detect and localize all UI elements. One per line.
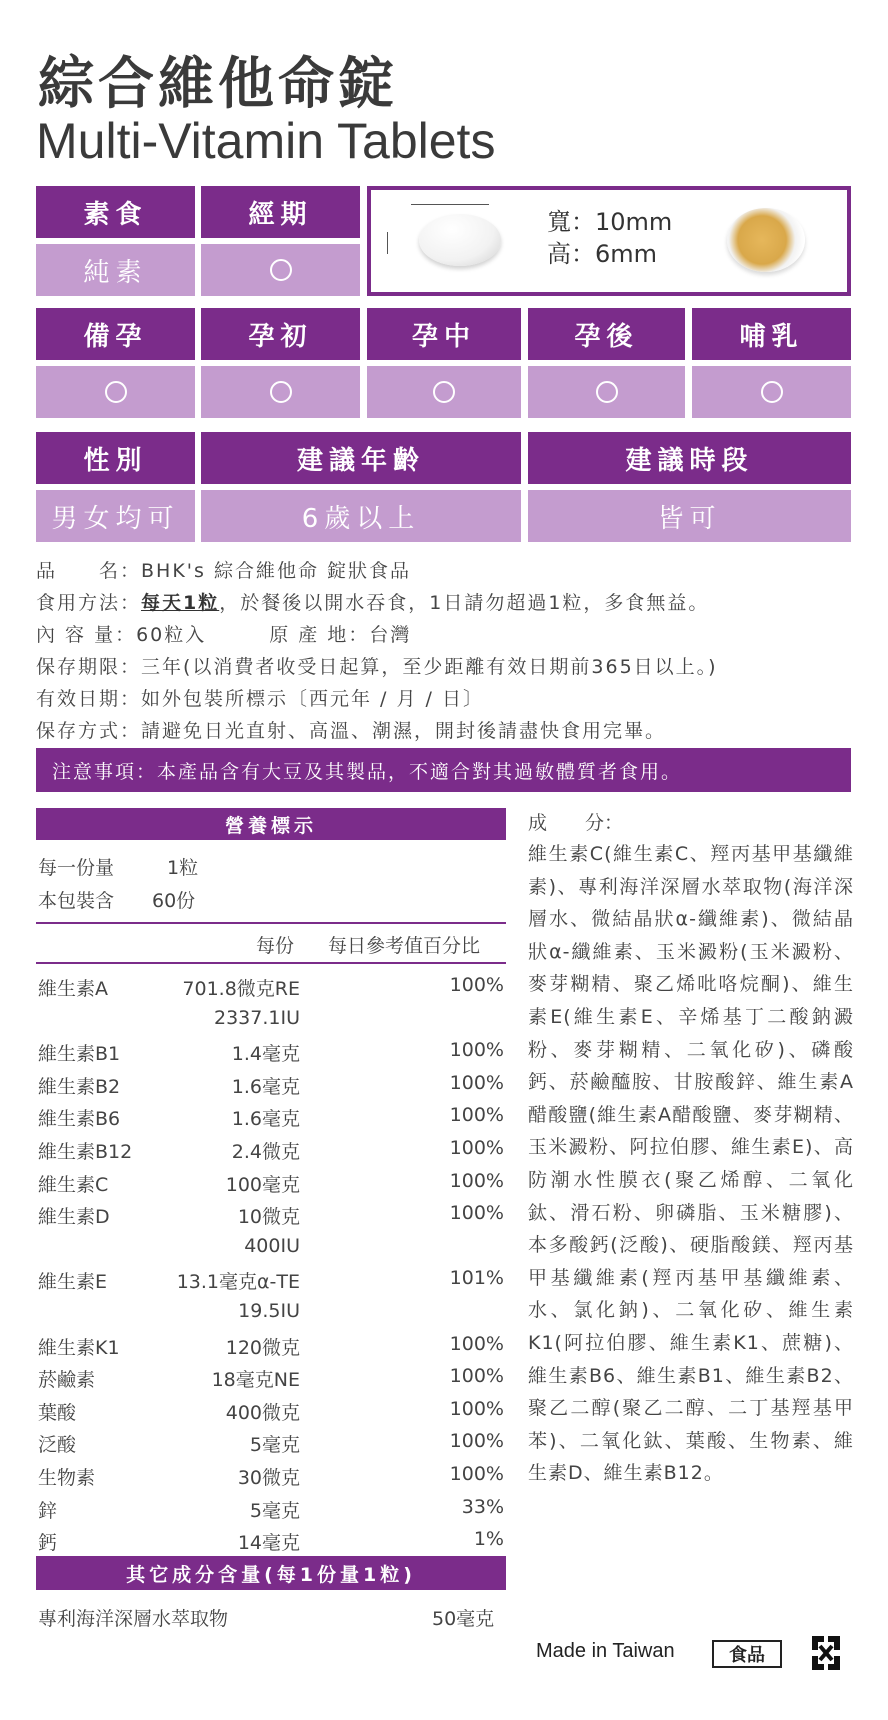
circle-icon <box>433 381 455 403</box>
column-daily-value: 每日參考值百分比 <box>328 935 481 957</box>
usage-dose: 每天1粒 <box>141 592 220 614</box>
circle-icon <box>270 381 292 403</box>
nutrient-daily-value: 100% <box>449 1104 504 1127</box>
nutrient-amount: 100毫克 <box>225 1173 300 1196</box>
early-pregnancy-value <box>201 366 360 418</box>
nutrient-amount: 400IU <box>244 1234 300 1257</box>
nutrient-amount: 701.8微克RE <box>182 978 300 1000</box>
pack-label: 本包裝含 <box>38 890 115 912</box>
nutrient-daily-value: 100% <box>449 1332 504 1355</box>
tablet-size-panel <box>367 186 851 296</box>
nutrient-amount: 1.6毫克 <box>231 1108 300 1131</box>
time-value: 皆可 <box>528 490 851 542</box>
nutrient-name: 生物素 <box>38 1467 96 1489</box>
tablet-image <box>419 214 501 266</box>
product-name: 品 名：BHK's 綜合維他命 錠狀食品 <box>36 560 411 582</box>
nutrient-daily-value: 100% <box>449 1463 504 1485</box>
ingredients-list: 維生素C(維生素C、羥丙基甲基纖維素)、專利海洋深層水萃取物(海洋深層水、微結晶狀α-纖維素)、微結晶狀α-纖維素、玉米澱粉(玉米澱粉、麥芽糊精、聚乙烯吡咯烷酮)、維生素E(維生素E、辛烯基丁二酸鈉澱粉、麥芽糊精、二氧化矽)、磷酸鈣、菸鹼醯胺、甘胺酸鋅、維生素A醋酸鹽(維生素A醋酸鹽、麥芽糊精、玉米澱粉、阿拉伯膠、維生素E)、高防潮水性膜衣(聚乙烯醇、二氧化鈦、滑石粉、卵磷脂、玉米糖膠)、本多酸鈣(泛酸)、硬脂酸鎂、羥丙基甲基纖維素(羥丙基甲基纖維素、水、氯化鈉)、二氧化矽、維生素K1(阿拉伯膠、維生素K1、蔗糖)、維生素B6、維生素B1、維生素B2、聚乙二醇(聚乙二醇、二丁基羥基甲苯)、二氧化鈦、葉酸、生物素、維生素D、維生素B12。 <box>528 843 854 1485</box>
breastfeeding-header: 哺乳 <box>692 308 851 360</box>
food-mark: 食品 <box>712 1640 782 1668</box>
nutrition-title: 營養標示 <box>36 808 506 840</box>
nutrient-daily-value: 33% <box>461 1495 504 1518</box>
serving-value: 1粒 <box>167 857 199 879</box>
nutrient-amount: 2337.1IU <box>214 1006 300 1029</box>
content-origin: 內 容 量：60粒入 原 產 地：台灣 <box>36 624 412 646</box>
nutrient-amount: 120微克 <box>225 1336 300 1359</box>
other-ingredient-name: 專利海洋深層水萃取物 <box>38 1608 229 1630</box>
circle-icon <box>596 381 618 403</box>
mid-pregnancy-header: 孕中 <box>367 308 521 360</box>
nutrient-daily-value: 101% <box>449 1267 504 1290</box>
usage-instructions <box>36 588 709 615</box>
nutrient-amount: 30微克 <box>237 1467 300 1489</box>
nutrient-daily-value: 1% <box>473 1528 504 1551</box>
early-pregnancy-header: 孕初 <box>201 308 360 360</box>
usage-label: 食用方法： <box>36 592 142 614</box>
pre-pregnancy-header: 備孕 <box>36 308 195 360</box>
circle-icon <box>105 381 127 403</box>
pack-value: 60份 <box>152 890 196 912</box>
diet-header: 素食 <box>36 186 195 238</box>
width-dimension-line <box>411 204 489 205</box>
nutrient-daily-value: 100% <box>449 1430 504 1453</box>
circle-icon <box>270 259 292 281</box>
late-pregnancy-value <box>528 366 685 418</box>
nutrient-daily-value: 100% <box>449 1365 504 1388</box>
storage-method: 保存方式：請避免日光直射、高溫、潮濕，開封後請盡快食用完畢。 <box>36 720 667 742</box>
gender-header: 性別 <box>36 432 195 484</box>
nutrient-name: 菸鹼素 <box>38 1369 96 1392</box>
nutrient-amount: 18毫克NE <box>211 1369 300 1392</box>
serving-label: 每一份量 <box>38 857 115 879</box>
nutrient-name: 維生素D <box>38 1206 110 1229</box>
tablet-cross-section-image <box>727 208 805 272</box>
nutrient-amount: 400微克 <box>225 1401 300 1424</box>
nutrient-name: 維生素K1 <box>38 1336 120 1359</box>
mid-pregnancy-value <box>367 366 521 418</box>
pre-pregnancy-value <box>36 366 195 418</box>
breastfeeding-value <box>692 366 851 418</box>
late-pregnancy-header: 孕後 <box>528 308 685 360</box>
nutrient-amount: 10微克 <box>237 1206 300 1229</box>
ingredients-label: 成 分： <box>528 812 624 834</box>
nutrient-daily-value: 100% <box>449 1071 504 1094</box>
period-header: 經期 <box>201 186 360 238</box>
age-value: 6歲以上 <box>201 490 521 542</box>
nutrient-name: 鈣 <box>38 1532 58 1555</box>
tablet-width: 寬：10mm <box>547 208 673 236</box>
nutrient-amount: 14毫克 <box>237 1532 300 1555</box>
tablet-dimensions <box>547 206 672 270</box>
nutrient-amount: 1.6毫克 <box>231 1075 300 1098</box>
nutrient-amount: 5毫克 <box>249 1434 300 1457</box>
page-title-chinese: 綜合維他命錠 <box>38 52 398 117</box>
expiry-date: 有效日期：如外包裝所標示〔西元年 / 月 / 日〕 <box>36 688 484 710</box>
nutrient-name: 泛酸 <box>38 1434 77 1457</box>
nutrient-name: 維生素E <box>38 1271 108 1294</box>
age-header: 建議年齡 <box>201 432 521 484</box>
allergy-notice: 注意事項：本產品含有大豆及其製品，不適合對其過敏體質者食用。 <box>36 748 851 792</box>
nutrient-daily-value: 100% <box>449 1169 504 1192</box>
nutrient-name: 維生素B6 <box>38 1108 121 1131</box>
period-value <box>201 244 360 296</box>
usage-text: ，於餐後以開水吞食，1日請勿超過1粒，多食無益。 <box>219 592 710 614</box>
nutrition-divider <box>36 962 506 964</box>
nutrient-daily-value: 100% <box>449 1202 504 1225</box>
nutrient-name: 維生素A <box>38 978 108 1000</box>
shelf-life: 保存期限：三年(以消費者收受日起算，至少距離有效日期前365日以上。) <box>36 656 718 678</box>
nutrient-name: 維生素C <box>38 1173 109 1196</box>
nutrient-daily-value: 100% <box>449 1039 504 1062</box>
nutrient-amount: 2.4微克 <box>231 1141 300 1163</box>
nutrient-daily-value: 100% <box>449 1397 504 1420</box>
nutrient-name: 葉酸 <box>38 1401 77 1424</box>
nutrient-name: 鋅 <box>38 1499 58 1522</box>
other-ingredients-title: 其它成分含量(每1份量1粒) <box>36 1556 506 1590</box>
nutrient-amount: 5毫克 <box>249 1499 300 1522</box>
time-header: 建議時段 <box>528 432 851 484</box>
nutrient-amount: 13.1毫克α-TE <box>176 1271 300 1294</box>
circle-icon <box>761 381 783 403</box>
nutrient-amount: 19.5IU <box>238 1300 300 1322</box>
made-in-taiwan: Made in Taiwan <box>536 1640 675 1662</box>
diet-value: 純素 <box>36 244 195 296</box>
other-ingredient-value: 50毫克 <box>432 1608 495 1630</box>
nutrient-name: 維生素B2 <box>38 1075 121 1098</box>
nutrient-amount: 1.4毫克 <box>231 1043 300 1066</box>
gender-value: 男女均可 <box>36 490 195 542</box>
tablet-height: 高：6mm <box>547 240 658 268</box>
nutrient-name: 維生素B12 <box>38 1141 133 1163</box>
recycle-icon <box>806 1632 846 1674</box>
page-title-english: Multi-Vitamin Tablets <box>36 113 496 169</box>
nutrition-divider <box>36 922 506 924</box>
nutrient-daily-value: 100% <box>449 974 504 996</box>
column-per-serving: 每份 <box>256 935 295 957</box>
height-dimension-line <box>387 232 388 254</box>
nutrient-name: 維生素B1 <box>38 1043 121 1066</box>
nutrient-daily-value: 100% <box>449 1137 504 1159</box>
